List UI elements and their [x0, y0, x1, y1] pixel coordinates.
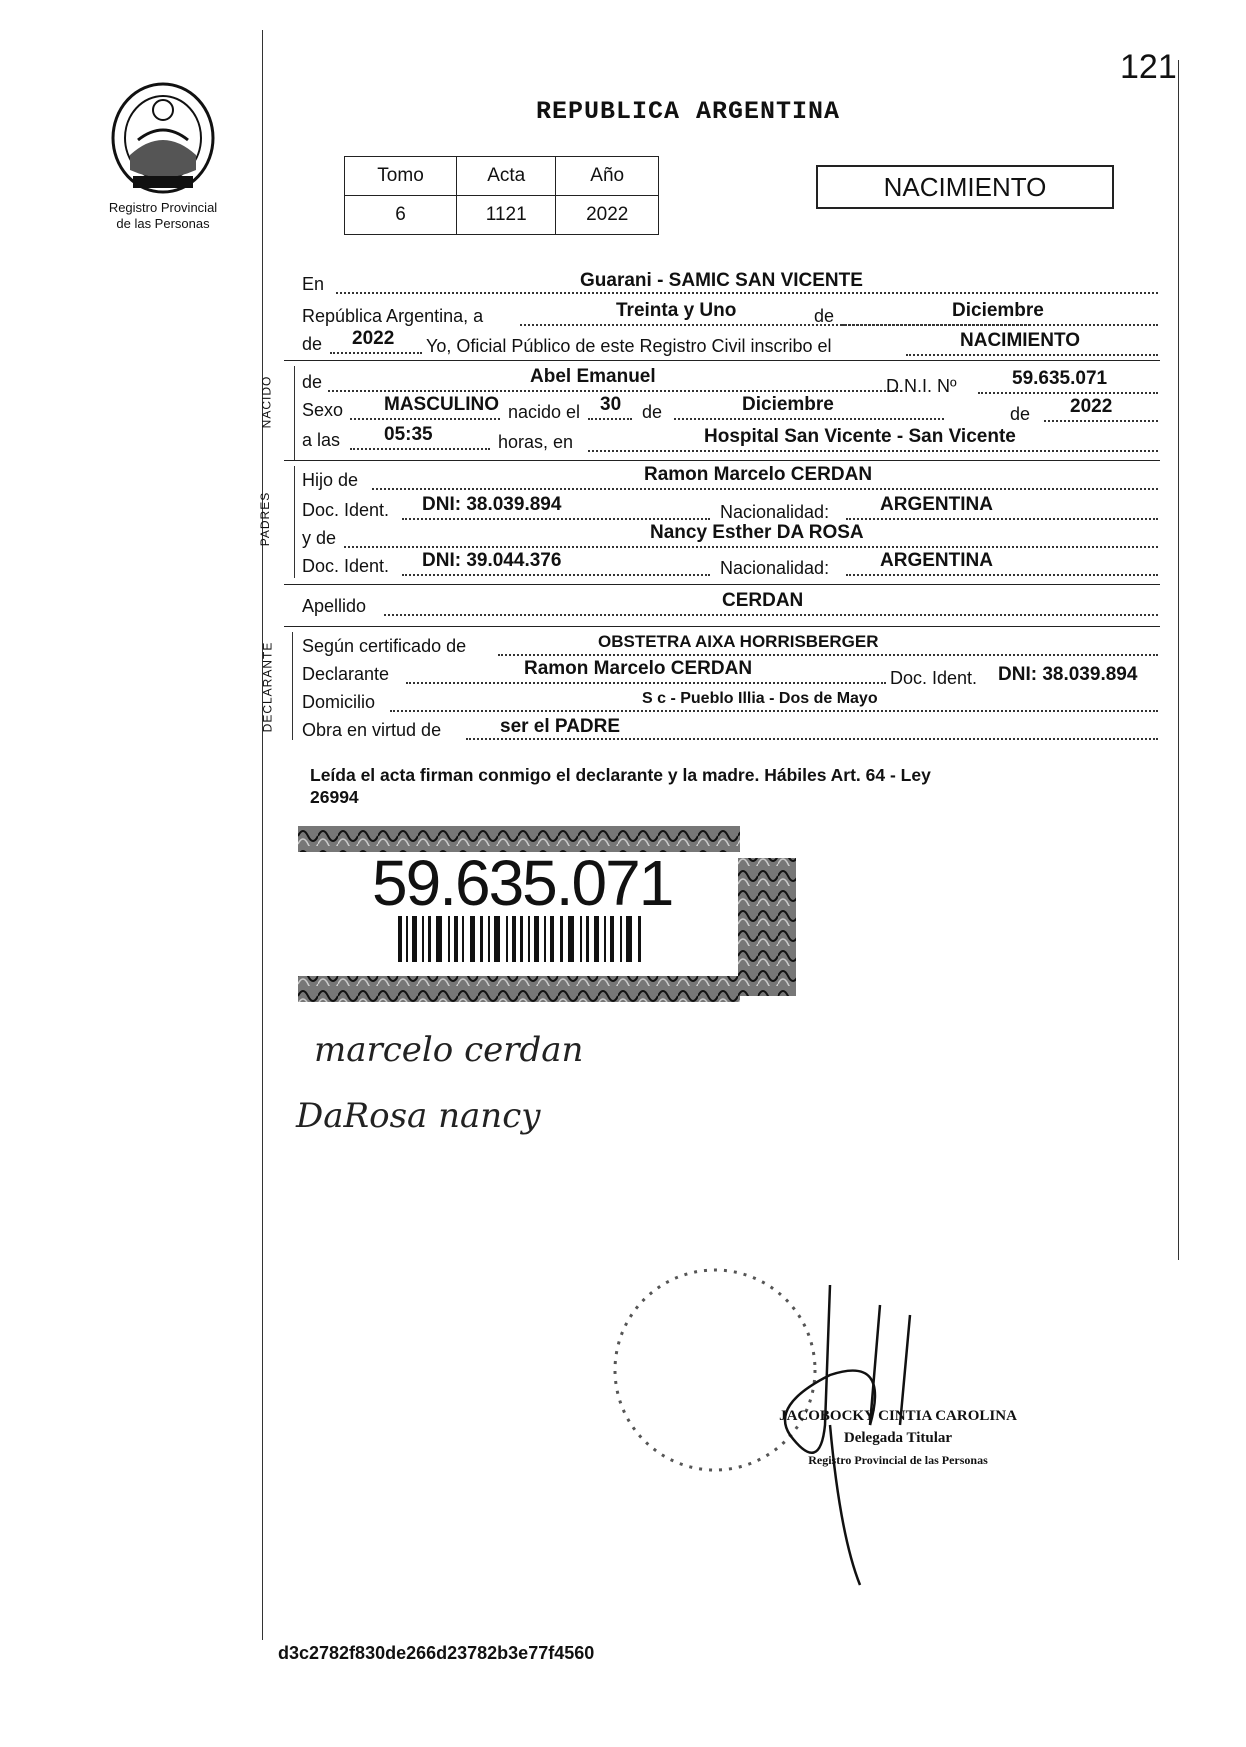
- row-hora: [302, 424, 1160, 452]
- value-padre-doc: DNI: 38.039.894: [422, 494, 562, 515]
- record-table-header-row: [345, 157, 659, 196]
- row-padre-doc: [302, 494, 1160, 522]
- value-apellido: CERDAN: [722, 590, 804, 611]
- label-declarante: Declarante: [302, 664, 390, 684]
- label-doc-ident-3: Doc. Ident.: [890, 668, 978, 688]
- row-apellido: [302, 590, 1160, 618]
- label-republica: República Argentina, a: [302, 306, 484, 326]
- row-fecha: [302, 300, 1160, 328]
- label-domicilio: Domicilio: [302, 692, 376, 712]
- row-nombre: [302, 366, 1160, 394]
- divider-2: [284, 460, 1160, 461]
- right-margin-line: [1178, 60, 1179, 1260]
- closing-line1: Leída el acta firman conmigo el declarante y la madre. Hábiles Art. 64 - Ley: [310, 765, 931, 785]
- label-yo-oficial: Yo, Oficial Público de este Registro Civil inscribo el: [426, 336, 832, 356]
- document-hash: d3c2782f830de266d23782b3e77f4560: [278, 1643, 595, 1663]
- value-mes-nac: Diciembre: [742, 394, 834, 415]
- label-doc-ident-1: Doc. Ident.: [302, 500, 390, 520]
- value-anio-nac: 2022: [1070, 396, 1113, 417]
- official-name: JACOBOCKY CINTIA CAROLINA: [779, 1408, 1017, 1424]
- record-table: [344, 156, 659, 235]
- side-label-padres: PADRES: [258, 491, 273, 547]
- header-anio: Año: [556, 157, 659, 196]
- value-hora: 05:35: [384, 424, 433, 445]
- value-madre-nac: ARGENTINA: [880, 550, 993, 571]
- label-de-4: de: [642, 402, 663, 422]
- label-apellido: Apellido: [302, 596, 367, 616]
- left-margin-line: [262, 30, 263, 1640]
- registry-line1: Registro Provincial: [108, 200, 218, 215]
- side-label-nacido: NACIDO: [259, 375, 274, 429]
- nacido-bracket: [294, 366, 295, 460]
- label-obra-virtud: Obra en virtud de: [302, 720, 442, 740]
- value-padre: Ramon Marcelo CERDAN: [644, 464, 873, 485]
- value-mes: Diciembre: [952, 300, 1044, 321]
- row-sexo: [302, 394, 1160, 422]
- signature-madre: DaRosa nancy: [296, 1096, 541, 1136]
- row-madre: [302, 522, 1160, 550]
- divider-4: [284, 626, 1160, 627]
- row-lugar: [302, 270, 1160, 298]
- page-number: 121: [1120, 48, 1177, 86]
- row-obra: [302, 714, 1160, 742]
- label-hijo-de: Hijo de: [302, 470, 359, 490]
- official-office: Registro Provincial de las Personas: [808, 1453, 988, 1467]
- label-nacido-el: nacido el: [508, 402, 581, 422]
- row-madre-doc: [302, 550, 1160, 578]
- label-horas-en: horas, en: [498, 432, 574, 452]
- row-certificado: [302, 630, 1160, 658]
- value-certificado: OBSTETRA AIXA HORRISBERGER: [598, 632, 879, 651]
- label-sexo: Sexo: [302, 400, 344, 420]
- value-domicilio: S c - Pueblo Illia - Dos de Mayo: [642, 690, 878, 707]
- registry-line2: de las Personas: [116, 216, 210, 231]
- row-declarante: [302, 658, 1160, 686]
- label-segun-cert: Según certificado de: [302, 636, 467, 656]
- divider-3: [284, 584, 1160, 585]
- value-anio: 2022: [556, 196, 659, 235]
- document-title: REPUBLICA ARGENTINA: [536, 97, 841, 126]
- value-lugar: Guarani - SAMIC SAN VICENTE: [580, 270, 863, 291]
- closing-text: [310, 764, 1170, 808]
- signature-declarante: marcelo cerdan: [314, 1030, 584, 1070]
- divider-1: [284, 360, 1160, 361]
- declarante-bracket: [292, 632, 293, 740]
- label-de-2: de: [302, 334, 323, 354]
- label-doc-ident-2: Doc. Ident.: [302, 556, 390, 576]
- value-obra: ser el PADRE: [500, 716, 621, 737]
- value-dia-nac: 30: [600, 394, 622, 415]
- value-declarante: Ramon Marcelo CERDAN: [524, 658, 753, 679]
- label-dni-no: D.N.I. Nº: [886, 376, 957, 396]
- label-nacionalidad-1: Nacionalidad:: [720, 502, 830, 522]
- side-label-declarante: DECLARANTE: [260, 641, 275, 733]
- label-nacionalidad-2: Nacionalidad:: [720, 558, 830, 578]
- value-lugar-nac: Hospital San Vicente - San Vicente: [704, 426, 1016, 447]
- value-madre-doc: DNI: 39.044.376: [422, 550, 562, 571]
- barcode-number: 59.635.071: [372, 847, 673, 919]
- row-domicilio: [302, 686, 1160, 714]
- label-de-5: de: [1010, 404, 1031, 424]
- row-padre: [302, 464, 1160, 492]
- value-dia-letras: Treinta y Uno: [616, 300, 737, 321]
- value-padre-nac: ARGENTINA: [880, 494, 993, 515]
- official-role: Delegada Titular: [843, 1430, 953, 1446]
- label-en: En: [302, 274, 325, 294]
- closing-line2: 26994: [310, 787, 359, 807]
- label-de-1: de: [814, 306, 835, 326]
- row-acto: [302, 328, 1160, 356]
- label-de-3: de: [302, 372, 323, 392]
- value-madre: Nancy Esther DA ROSA: [650, 522, 864, 543]
- value-declarante-doc: DNI: 38.039.894: [998, 664, 1138, 685]
- record-type-box: NACIMIENTO: [816, 165, 1114, 209]
- record-table-value-row: [345, 196, 659, 235]
- header-acta: Acta: [457, 157, 556, 196]
- value-anio: 2022: [352, 328, 395, 349]
- value-sexo: MASCULINO: [384, 394, 500, 415]
- value-tomo: 6: [345, 196, 457, 235]
- value-acta: 1121: [457, 196, 556, 235]
- value-dni: 59.635.071: [1012, 368, 1108, 389]
- header-tomo: Tomo: [345, 157, 457, 196]
- padres-bracket: [294, 466, 295, 578]
- label-a-las: a las: [302, 430, 341, 450]
- official-block: [768, 1405, 1028, 1471]
- value-acto: NACIMIENTO: [960, 330, 1080, 351]
- registry-name: [88, 200, 238, 232]
- province-seal-icon: [108, 80, 218, 195]
- value-nombre: Abel Emanuel: [530, 366, 656, 387]
- label-y-de: y de: [302, 528, 337, 548]
